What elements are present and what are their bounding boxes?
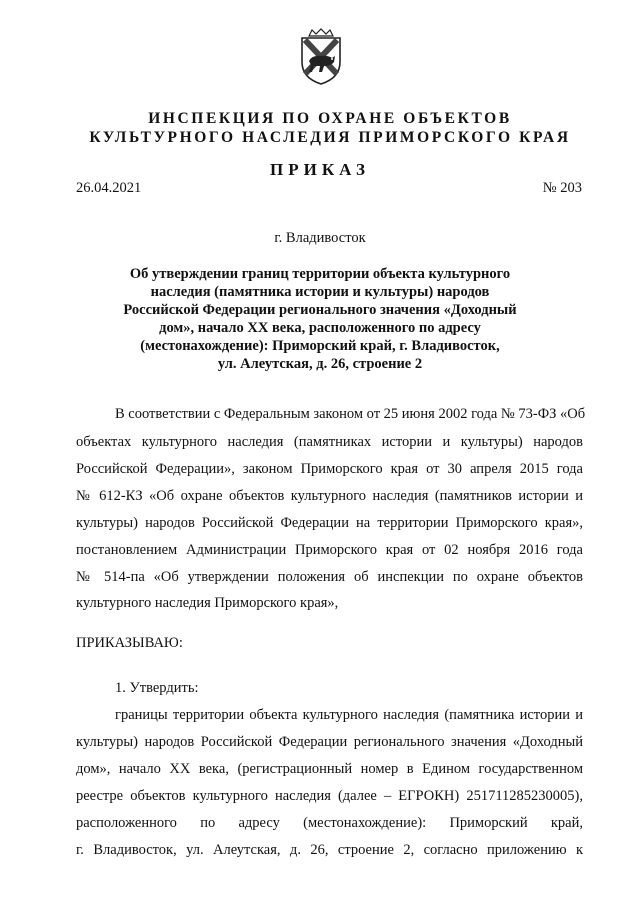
item-1-line: границы территории объекта культурного наследия (памятника истории и [115,707,583,723]
item-1-line: культуры) народов Российской Федерации регионального значения «Доходный [76,734,583,750]
item-1-line: реестре объектов культурного наследия (далее – ЕГРОКН) 251711285230005), [76,788,583,804]
preamble-line: постановлением Администрации Приморского края от 02 ноября 2016 года [76,542,583,558]
item-1-line: г. Владивосток, ул. Алеутская, д. 26, строение 2, согласно приложению к [76,842,583,858]
order-city: г. Владивосток [274,230,366,246]
order-word: ПРИКАЗЫВАЮ: [76,635,183,651]
preamble-line: В соответствии с Федеральным законом от 25 июня 2002 года № 73-ФЗ «Об [115,406,586,422]
title-line: Российской Федерации регионального значения «Доходный [123,302,517,318]
order-number: № 203 [542,180,582,196]
item-1-heading: 1. Утвердить: [115,680,199,696]
item-1-line: дом», начало XX века, (регистрационный номер в Едином государственном [76,761,583,777]
organization-name-line-2: КУЛЬТУРНОГО НАСЛЕДИЯ ПРИМОРСКОГО КРАЯ [89,129,571,146]
order-date: 26.04.2021 [76,180,142,196]
preamble-line: № 514-па «Об утверждении положения об инспекции по охране объектов [76,569,583,585]
organization-name-line-1: ИНСПЕКЦИЯ ПО ОХРАНЕ ОБЪЕКТОВ [148,110,512,127]
preamble-line: Российской Федерации», законом Приморского края от 30 апреля 2015 года [76,461,583,477]
preamble-line: объектах культурного наследия (памятниках истории и культуры) народов [76,434,583,450]
preamble-line: культурного наследия Приморского края», [76,595,339,611]
document-type: ПРИКАЗ [270,160,370,179]
coat-of-arms-icon [298,28,344,86]
title-line: ул. Алеутская, д. 26, строение 2 [217,356,423,372]
title-line: дом», начало XX века, расположенного по адресу [159,320,481,336]
item-1-line: расположенного по адресу (местонахождение): Приморский край, [76,815,583,831]
preamble-line: культуры) народов Российской Федерации на территории Приморского края», [76,515,583,531]
title-line: наследия (памятника истории и культуры) народов [150,284,490,300]
preamble-line: № 612-КЗ «Об охране объектов культурного наследия (памятников истории и [76,488,583,504]
title-line: (местонахождение): Приморский край, г. Владивосток, [140,338,500,354]
title-line: Об утверждении границ территории объекта культурного [129,266,511,282]
